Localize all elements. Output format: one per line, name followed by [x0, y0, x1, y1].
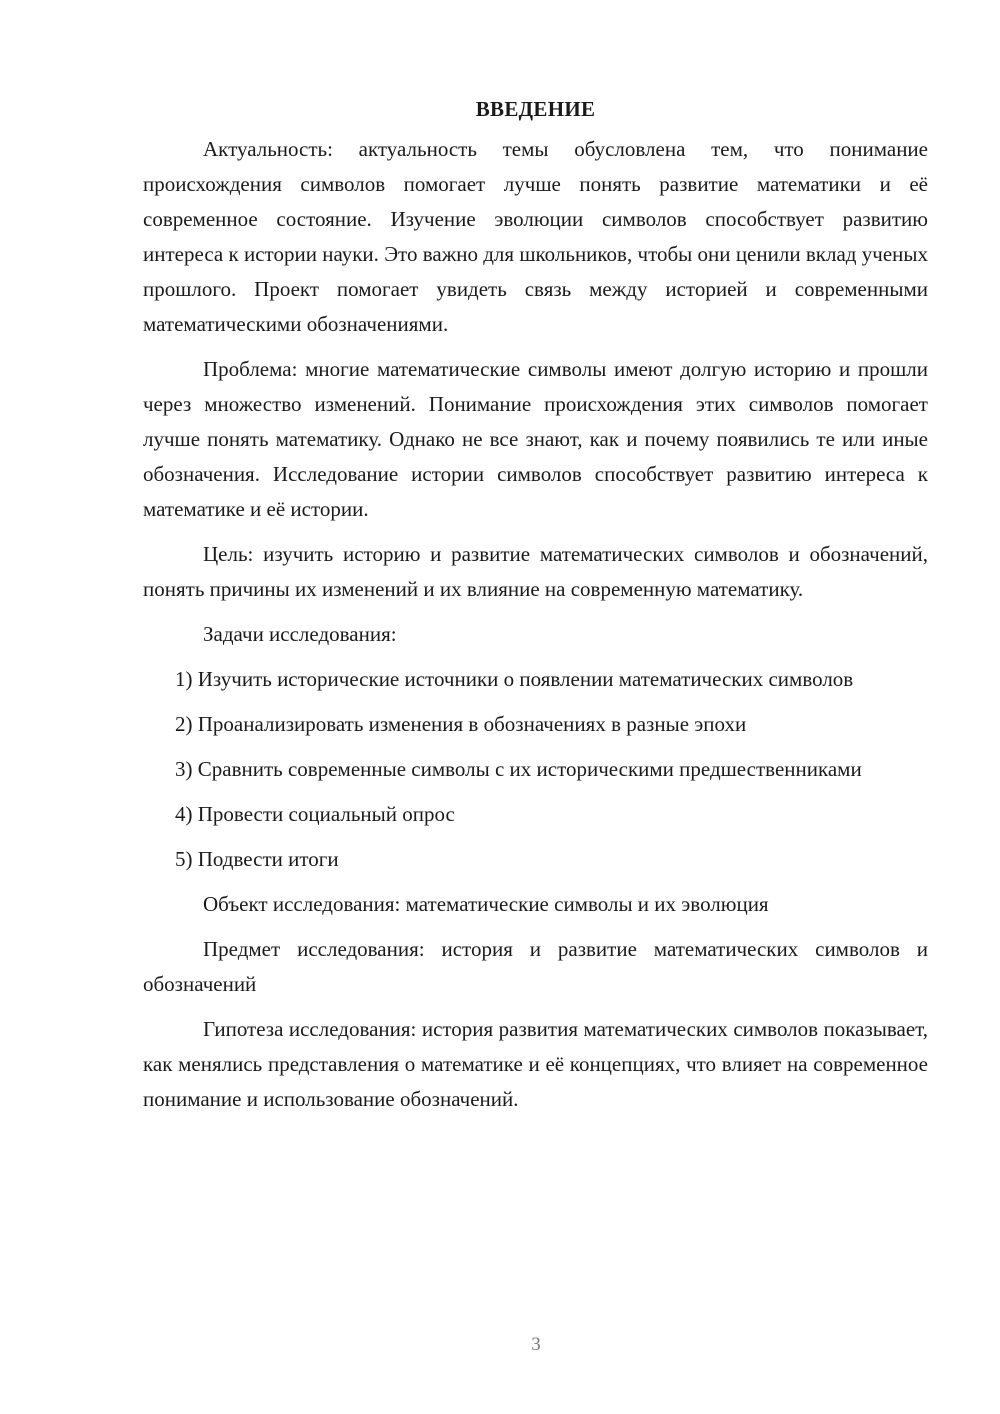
- section-title: ВВЕДЕНИЕ: [475, 97, 596, 121]
- object-paragraph: Объект исследования: математические символы и их эволюция: [203, 892, 769, 916]
- subject-paragraph: Предмет исследования: история и развитие математических символов и обозначений: [143, 937, 928, 996]
- goal-paragraph: Цель: изучить историю и развитие математических символов и обозначений, понять причины их изменений и их влияние на современную математику.: [143, 542, 928, 601]
- task-item-2: 2) Проанализировать изменения в обозначениях в разные эпохи: [175, 712, 747, 736]
- tasks-list: [143, 662, 928, 877]
- page-number: 3: [531, 1334, 541, 1355]
- task-item-3: 3) Сравнить современные символы с их историческими предшественниками: [175, 757, 862, 781]
- task-item-5: 5) Подвести итоги: [175, 847, 339, 871]
- tasks-heading: Задачи исследования:: [203, 622, 397, 646]
- page-content: [143, 92, 928, 1127]
- task-item-1: 1) Изучить исторические источники о появлении математических символов: [175, 667, 854, 691]
- relevance-paragraph: Актуальность: актуальность темы обусловлена тем, что понимание происхождения символов помогает лучше понять развитие математики и её современное состояние. Изучение эволюции символов способствует развитию интереса к истории науки. Это важно для школьников, чтобы они ценили вклад ученых прошлого. Проект помогает увидеть связь между историей и современными математическими обозначениями.: [143, 137, 928, 336]
- task-item-4: 4) Провести социальный опрос: [175, 802, 455, 826]
- problem-paragraph: Проблема: многие математические символы имеют долгую историю и прошли через множество изменений. Понимание происхождения этих символов помогает лучше понять математику. Однако не все знают, как и почему появились те или иные обозначения. Исследование истории символов способствует развитию интереса к математике и её истории.: [143, 357, 928, 521]
- hypothesis-paragraph: Гипотеза исследования: история развития математических символов показывает, как менялись представления о математике и её концепциях, что влияет на современное понимание и использование обозначений.: [143, 1017, 928, 1111]
